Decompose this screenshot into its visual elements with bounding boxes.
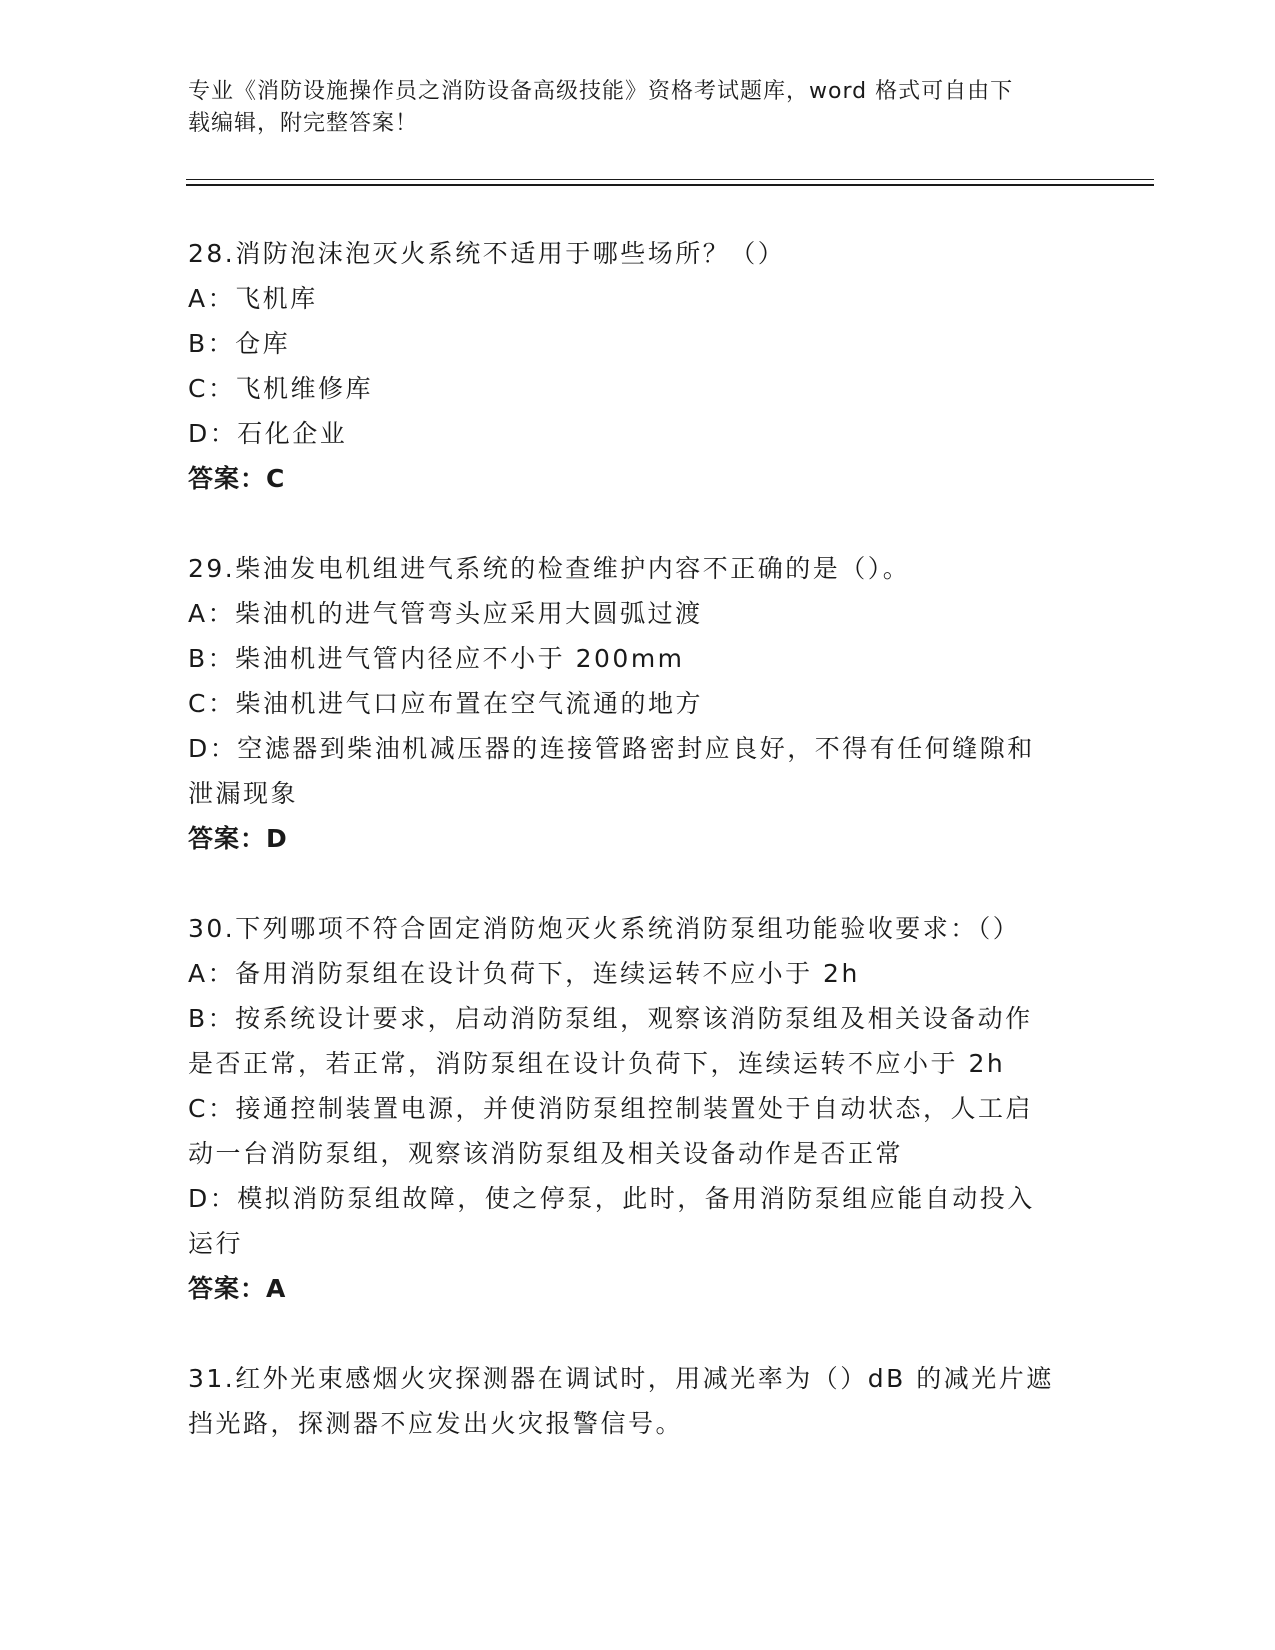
question-29-answer: 答案：D [188,824,288,853]
question-28-stem: 28.消防泡沫泡灭火系统不适用于哪些场所？（） [188,239,786,268]
question-29-option-d-line-1: D：空滤器到柴油机减压器的连接管路密封应良好，不得有任何缝隙和 [188,734,1035,763]
header-text [188,76,1088,140]
question-28-option-b: B：仓库 [188,329,291,358]
question-30-option-d-line-1: D：模拟消防泵组故障，使之停泵，此时，备用消防泵组应能自动投入 [188,1184,1035,1213]
question-31-stem-line-2: 挡光路，探测器不应发出火灾报警信号。 [188,1409,684,1438]
header-line-2: 载编辑，附完整答案！ [188,111,419,136]
question-29-option-d-line-2: 泄漏现象 [188,779,299,808]
question-29-stem: 29.柴油发电机组进气系统的检查维护内容不正确的是（）。 [188,554,911,583]
question-28-answer: 答案：C [188,464,286,493]
question-31-stem-line-1: 31.红外光束感烟火灾探测器在调试时，用减光率为（）dB 的减光片遮 [188,1364,1054,1393]
header-divider-thin [186,179,1154,180]
question-30-option-b-line-2: 是否正常，若正常，消防泵组在设计负荷下，连续运转不应小于 2h [188,1049,1006,1078]
question-30-option-d-line-2: 运行 [188,1229,244,1258]
question-30-option-c-line-1: C：接通控制装置电源，并使消防泵组控制装置处于自动状态，人工启 [188,1094,1033,1123]
question-30-option-c-line-2: 动一台消防泵组，观察该消防泵组及相关设备动作是否正常 [188,1139,904,1168]
question-28-option-c: C：飞机维修库 [188,374,373,403]
header-divider-thick [186,184,1154,186]
question-30-option-b-line-1: B：按系统设计要求，启动消防泵组，观察该消防泵组及相关设备动作 [188,1004,1033,1033]
question-29-option-b: B：柴油机进气管内径应不小于 200mm [188,644,685,673]
question-29-option-a: A：柴油机的进气管弯头应采用大圆弧过渡 [188,599,703,628]
question-29-option-c: C：柴油机进气口应布置在空气流通的地方 [188,689,703,718]
question-30-stem: 30.下列哪项不符合固定消防炮灭火系统消防泵组功能验收要求：（） [188,914,1021,943]
header-line-1: 专业《消防设施操作员之消防设备高级技能》资格考试题库，word 格式可自由下 [188,79,1014,104]
question-30-answer: 答案：A [188,1274,287,1303]
question-30-option-a: A：备用消防泵组在设计负荷下，连续运转不应小于 2h [188,959,860,988]
question-28-option-a: A：飞机库 [188,284,318,313]
question-28-option-d: D：石化企业 [188,419,348,448]
